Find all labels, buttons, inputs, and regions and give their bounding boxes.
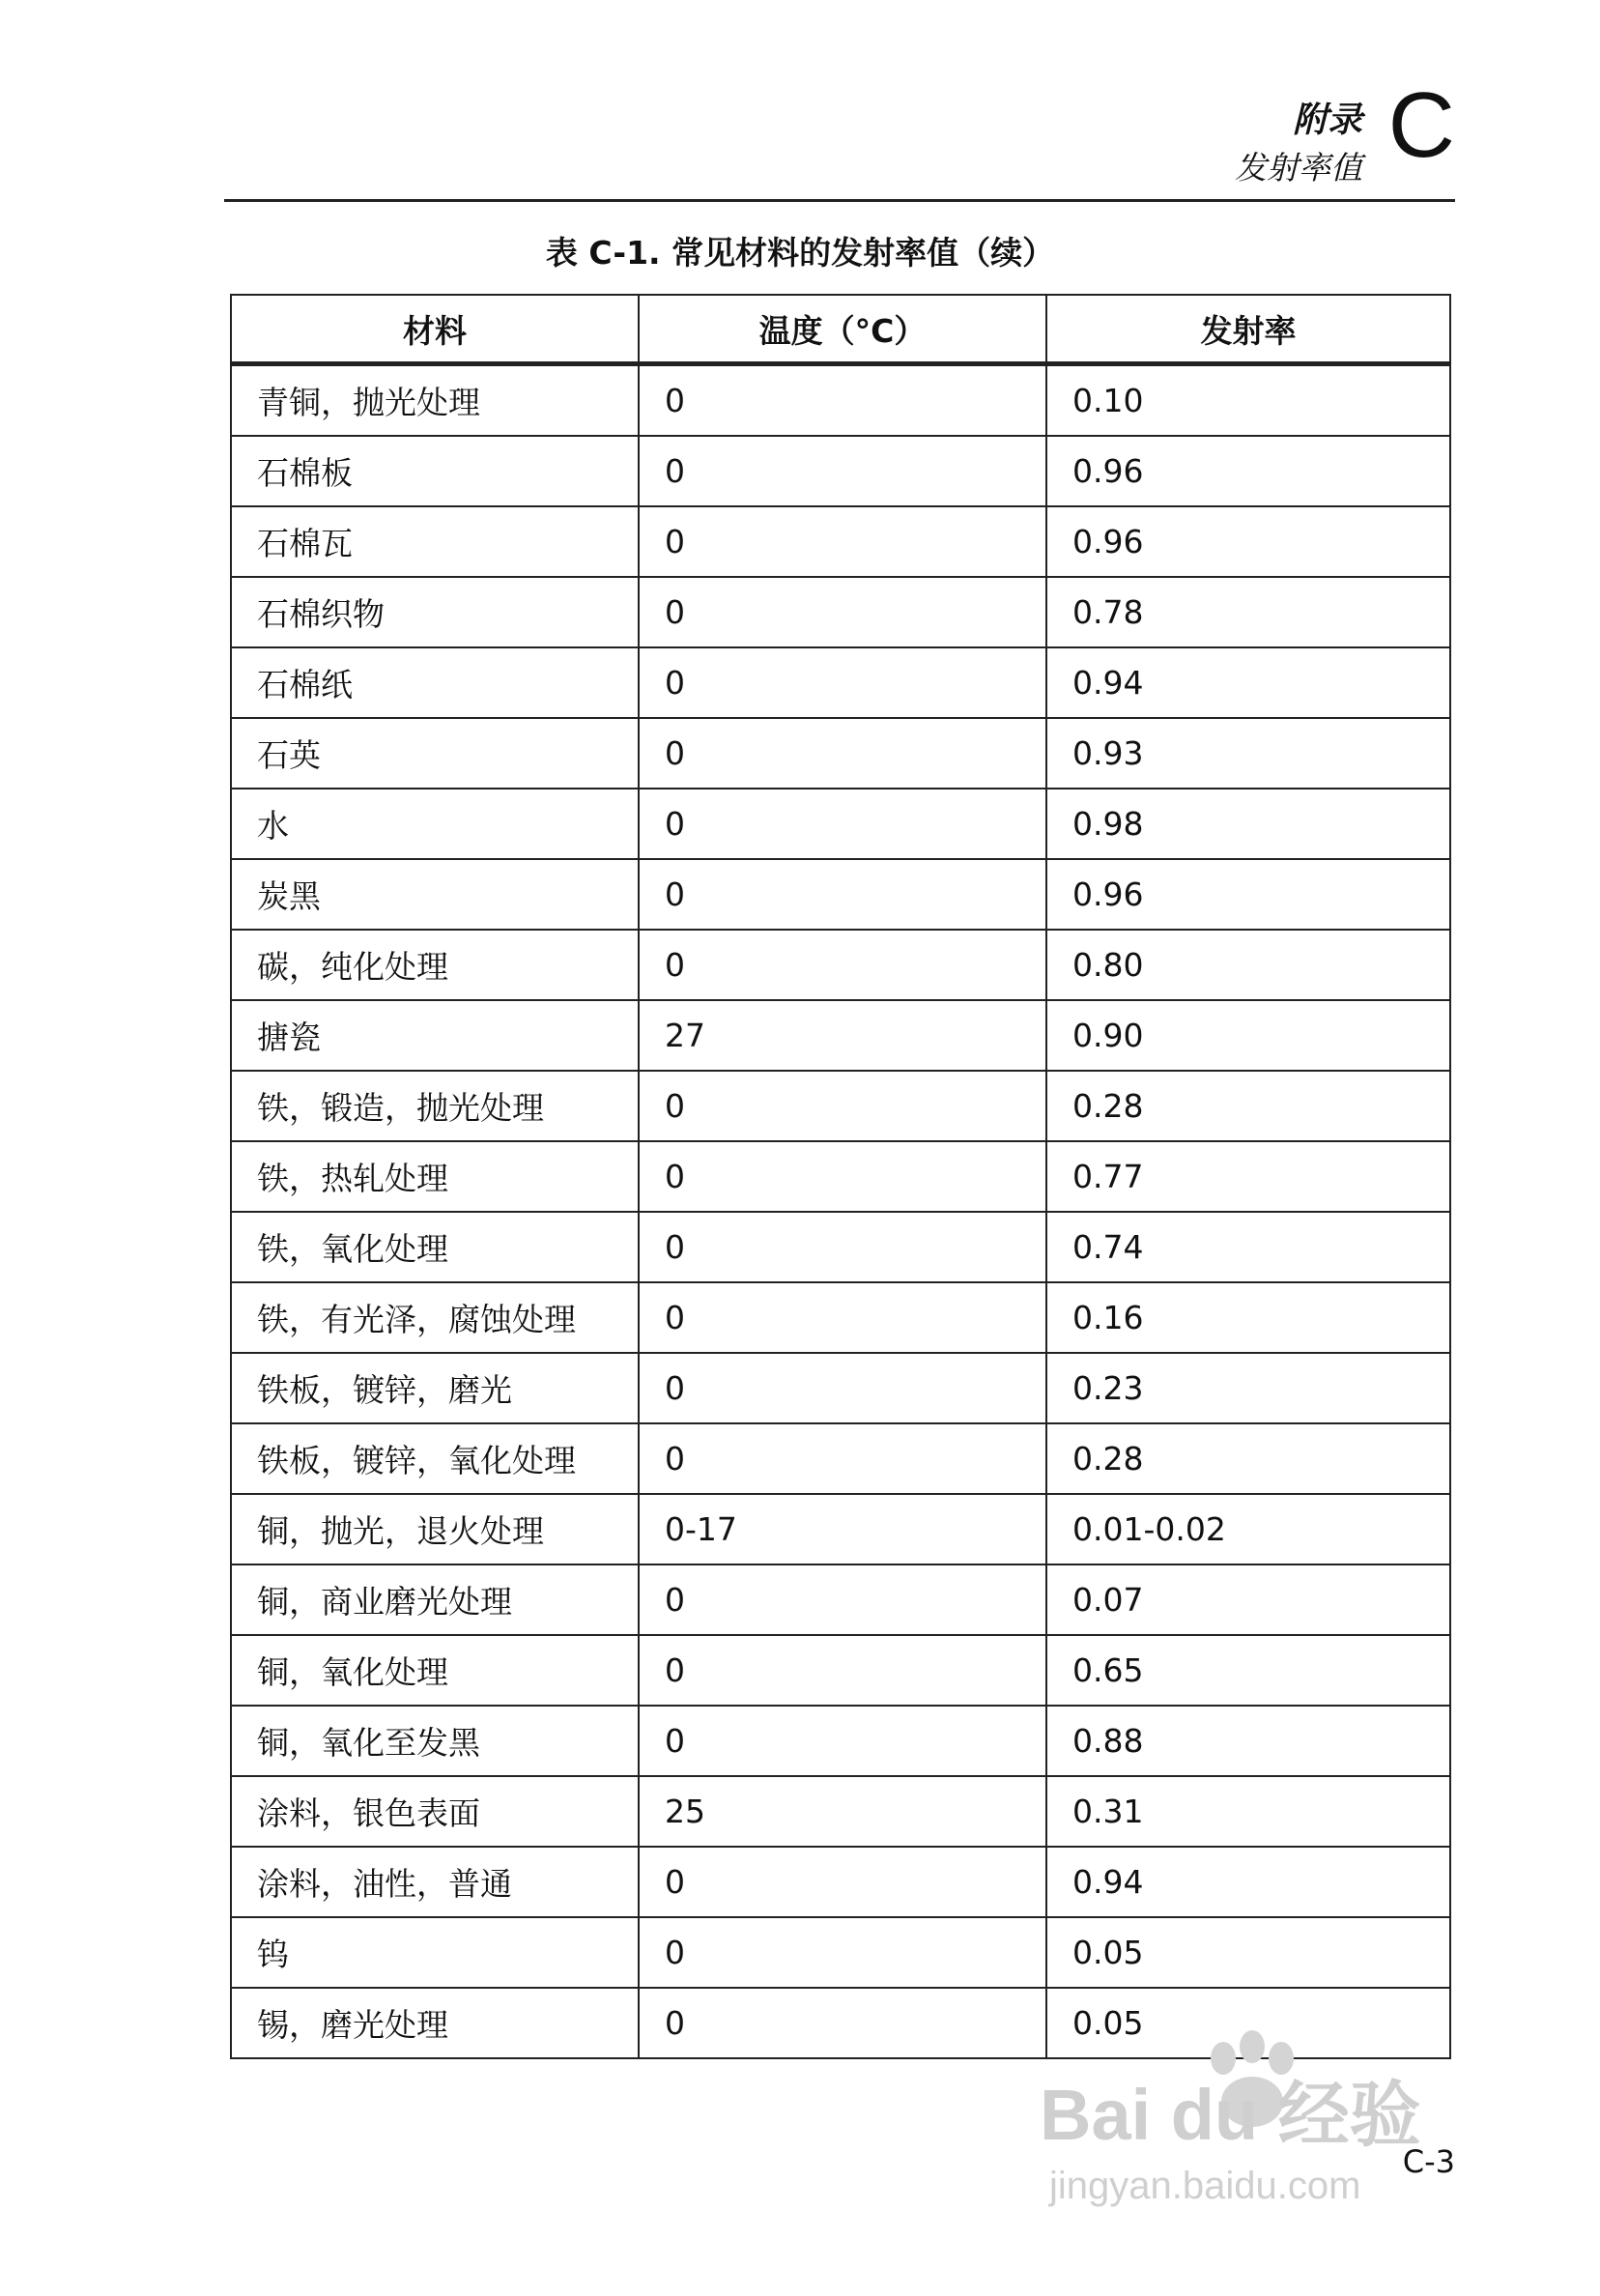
cell-temperature: 0 <box>639 1988 1046 2058</box>
cell-temperature: 0 <box>639 1706 1046 1776</box>
cell-emissivity: 0.16 <box>1046 1282 1450 1353</box>
page-number: C-3 <box>1402 2143 1455 2180</box>
cell-material: 搪瓷 <box>231 1000 639 1071</box>
cell-material: 锡，磨光处理 <box>231 1988 639 2058</box>
cell-material: 铜，氧化处理 <box>231 1635 639 1706</box>
table-row <box>231 364 1450 437</box>
cell-emissivity: 0.07 <box>1046 1564 1450 1635</box>
cell-temperature: 0 <box>639 577 1046 647</box>
table-row <box>231 1635 1450 1706</box>
cell-temperature: 0 <box>639 1141 1046 1212</box>
cell-temperature: 0 <box>639 436 1046 506</box>
page-header <box>875 73 1455 193</box>
table-row <box>231 506 1450 577</box>
header-divider <box>224 199 1455 202</box>
cell-temperature: 0 <box>639 1635 1046 1706</box>
cell-material: 铁板，镀锌，氧化处理 <box>231 1423 639 1494</box>
table-row <box>231 789 1450 859</box>
table-body <box>231 364 1450 2059</box>
cell-material: 青铜，抛光处理 <box>231 364 639 437</box>
cell-temperature: 27 <box>639 1000 1046 1071</box>
cell-material: 水 <box>231 789 639 859</box>
table-row <box>231 1282 1450 1353</box>
cell-material: 铁，锻造，抛光处理 <box>231 1071 639 1141</box>
cell-temperature: 0 <box>639 1282 1046 1353</box>
column-header-material: 材料 <box>231 295 639 364</box>
cell-material: 石英 <box>231 718 639 789</box>
table-header-row <box>231 295 1450 364</box>
table-title: 表 C-1. 常见材料的发射率值（续） <box>545 234 1055 272</box>
appendix-title: 附录 <box>1292 100 1362 140</box>
cell-emissivity: 0.05 <box>1046 1917 1450 1988</box>
cell-material: 涂料，油性，普通 <box>231 1847 639 1917</box>
watermark-url: jingyan.baidu.com <box>1049 2165 1361 2207</box>
table-row <box>231 1917 1450 1988</box>
cell-emissivity: 0.93 <box>1046 718 1450 789</box>
table-row <box>231 1212 1450 1282</box>
table-row <box>231 436 1450 506</box>
cell-emissivity: 0.98 <box>1046 789 1450 859</box>
cell-temperature: 0 <box>639 930 1046 1000</box>
table-row <box>231 647 1450 718</box>
cell-material: 石棉织物 <box>231 577 639 647</box>
cell-temperature: 0 <box>639 1847 1046 1917</box>
table-row <box>231 930 1450 1000</box>
cell-emissivity: 0.28 <box>1046 1071 1450 1141</box>
cell-temperature: 0 <box>639 1071 1046 1141</box>
cell-emissivity: 0.01-0.02 <box>1046 1494 1450 1564</box>
cell-material: 铜，商业磨光处理 <box>231 1564 639 1635</box>
table-row <box>231 1000 1450 1071</box>
cell-material: 铁，氧化处理 <box>231 1212 639 1282</box>
cell-emissivity: 0.78 <box>1046 577 1450 647</box>
table-row <box>231 1423 1450 1494</box>
table-row <box>231 859 1450 930</box>
cell-emissivity: 0.96 <box>1046 859 1450 930</box>
table-row <box>231 1706 1450 1776</box>
cell-temperature: 0 <box>639 1423 1046 1494</box>
cell-emissivity: 0.88 <box>1046 1706 1450 1776</box>
table-row <box>231 577 1450 647</box>
table-row <box>231 1494 1450 1564</box>
cell-material: 石棉板 <box>231 436 639 506</box>
cell-temperature: 0 <box>639 1917 1046 1988</box>
cell-emissivity: 0.65 <box>1046 1635 1450 1706</box>
cell-emissivity: 0.31 <box>1046 1776 1450 1847</box>
cell-emissivity: 0.90 <box>1046 1000 1450 1071</box>
cell-material: 碳，纯化处理 <box>231 930 639 1000</box>
cell-material: 铁，有光泽，腐蚀处理 <box>231 1282 639 1353</box>
cell-emissivity: 0.05 <box>1046 1988 1450 2058</box>
cell-temperature: 0 <box>639 364 1046 437</box>
cell-material: 铁板，镀锌，磨光 <box>231 1353 639 1423</box>
section-letter: C <box>1387 73 1455 177</box>
cell-material: 涂料，银色表面 <box>231 1776 639 1847</box>
cell-temperature: 0 <box>639 1353 1046 1423</box>
cell-emissivity: 0.23 <box>1046 1353 1450 1423</box>
cell-emissivity: 0.96 <box>1046 506 1450 577</box>
cell-material: 铜，抛光，退火处理 <box>231 1494 639 1564</box>
cell-emissivity: 0.94 <box>1046 647 1450 718</box>
cell-temperature: 0 <box>639 859 1046 930</box>
column-header-emissivity: 发射率 <box>1046 295 1450 364</box>
cell-emissivity: 0.77 <box>1046 1141 1450 1212</box>
cell-material: 石棉瓦 <box>231 506 639 577</box>
cell-emissivity: 0.80 <box>1046 930 1450 1000</box>
cell-material: 炭黑 <box>231 859 639 930</box>
table-row <box>231 1353 1450 1423</box>
table-row <box>231 1564 1450 1635</box>
cell-temperature: 0 <box>639 789 1046 859</box>
emissivity-table <box>230 294 1451 2059</box>
cell-temperature: 0-17 <box>639 1494 1046 1564</box>
table-row <box>231 1071 1450 1141</box>
cell-temperature: 0 <box>639 1564 1046 1635</box>
cell-emissivity: 0.10 <box>1046 364 1450 437</box>
cell-temperature: 0 <box>639 506 1046 577</box>
cell-material: 钨 <box>231 1917 639 1988</box>
cell-material: 石棉纸 <box>231 647 639 718</box>
table-row <box>231 718 1450 789</box>
column-header-temperature: 温度（°C） <box>639 295 1046 364</box>
cell-temperature: 0 <box>639 647 1046 718</box>
cell-material: 铜，氧化至发黑 <box>231 1706 639 1776</box>
table-row <box>231 1141 1450 1212</box>
cell-emissivity: 0.74 <box>1046 1212 1450 1282</box>
table-row <box>231 1776 1450 1847</box>
cell-temperature: 25 <box>639 1776 1046 1847</box>
cell-temperature: 0 <box>639 1212 1046 1282</box>
cell-emissivity: 0.28 <box>1046 1423 1450 1494</box>
cell-temperature: 0 <box>639 718 1046 789</box>
appendix-subtitle: 发射率值 <box>1235 149 1362 187</box>
cell-emissivity: 0.94 <box>1046 1847 1450 1917</box>
cell-material: 铁，热轧处理 <box>231 1141 639 1212</box>
cell-emissivity: 0.96 <box>1046 436 1450 506</box>
table-row <box>231 1847 1450 1917</box>
baidu-jingyan-watermark <box>1040 2029 1494 2232</box>
watermark-logo-text: Bai du 经验 <box>1040 2075 1421 2155</box>
